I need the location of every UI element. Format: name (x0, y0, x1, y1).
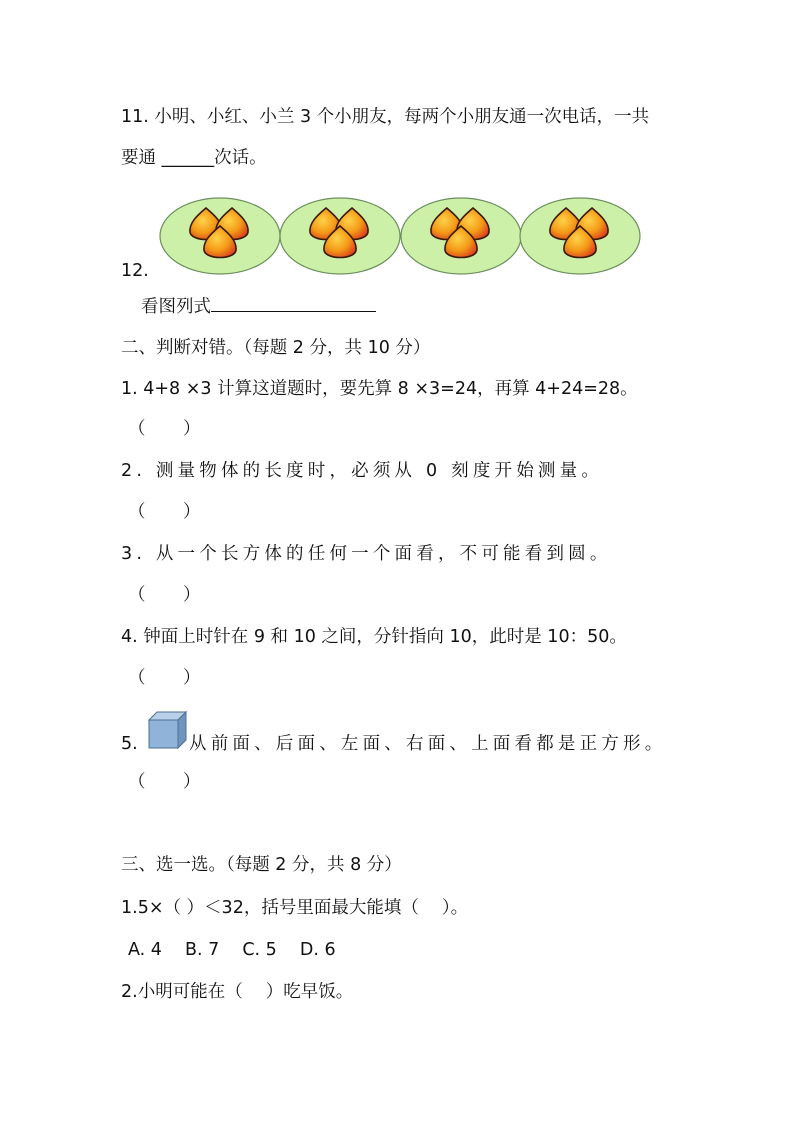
judge-item-1: 1. 4+8 ×3 计算这道题时，要先算 8 ×3=24，再算 4+24=28。 (121, 379, 638, 399)
judge-item-3: 3. 从一个长方体的任何一个面看，不可能看到圆。 (121, 544, 612, 564)
q12-formula-blank[interactable] (211, 294, 376, 312)
choice-q2: 2.小明可能在（ ）吃早饭。 (121, 982, 354, 1002)
peach-plates-picture (158, 186, 658, 278)
cube-icon (148, 711, 188, 749)
section2-heading: 二、判断对错。（每题 2 分，共 10 分） (121, 338, 431, 358)
q12-formula-label: 看图列式 (141, 297, 211, 317)
q11-line2 (121, 147, 267, 169)
peach-plates-svg (158, 186, 658, 278)
peach-plate-1 (160, 198, 280, 274)
section3-heading: 三、选一选。（每题 2 分，共 8 分） (121, 855, 402, 875)
q11-line2-before: 要通 (121, 148, 162, 168)
peach-plate-2 (280, 198, 400, 274)
judge-item-5-paren[interactable]: （ ） (128, 772, 211, 792)
q11-answer-blank[interactable]: ______ (161, 148, 215, 168)
q12-number: 12. (121, 261, 149, 281)
choice-q1: 1.5×（ ）＜32，括号里面最大能填（ ）。 (121, 898, 469, 918)
peach-plate-3 (401, 198, 521, 274)
choice-q1-options[interactable]: A. 4 B. 7 C. 5 D. 6 (128, 940, 336, 960)
q11-line1: 11. 小明、小红、小兰 3 个小朋友，每两个小朋友通一次电话，一共 (121, 107, 650, 127)
judge-item-2: 2. 测量物体的长度时，必须从 0 刻度开始测量。 (121, 461, 604, 481)
q11-line2-after: 次话。 (214, 148, 267, 168)
q12-formula (141, 294, 376, 318)
judge-item-1-paren[interactable]: （ ） (128, 419, 211, 439)
judge-item-2-paren[interactable]: （ ） (128, 502, 211, 522)
judge-item-5-number: 5. (121, 734, 138, 754)
judge-item-4-paren[interactable]: （ ） (128, 668, 211, 688)
judge-item-5: 从前面、后面、左面、右面、上面看都是正方形。 (189, 734, 667, 754)
peach-plate-4 (520, 198, 640, 274)
judge-item-4: 4. 钟面上时针在 9 和 10 之间，分针指向 10，此时是 10：50。 (121, 627, 627, 647)
judge-item-3-paren[interactable]: （ ） (128, 585, 211, 605)
